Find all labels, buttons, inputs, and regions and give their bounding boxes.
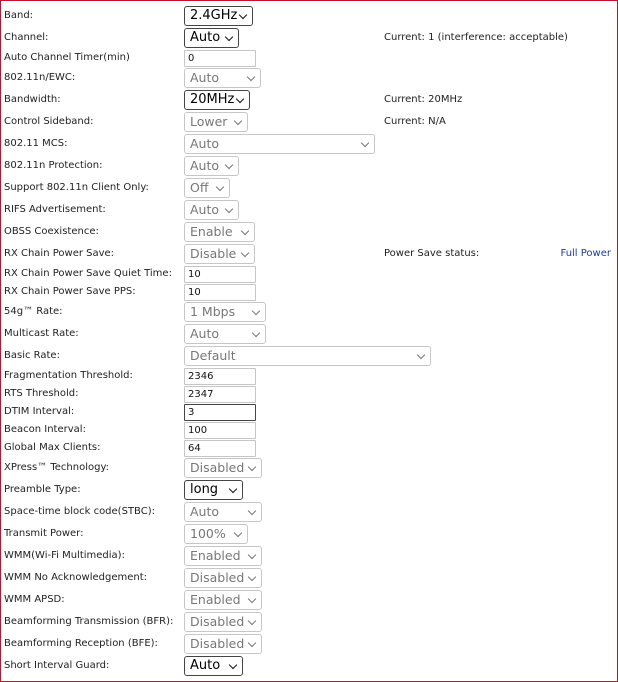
row-multicast-rate <box>1 323 617 345</box>
stbc-select-value: Auto <box>190 504 220 519</box>
channel-select[interactable] <box>184 28 239 48</box>
chevron-down-icon <box>225 161 233 169</box>
row-rx-chain-power-save <box>1 243 617 265</box>
basic-rate-select[interactable] <box>184 346 431 366</box>
n-client-only-select[interactable] <box>184 178 230 198</box>
wmm-no-ack-label: WMM No Acknowledgement: <box>4 572 147 583</box>
chevron-down-icon <box>248 507 256 515</box>
dtim-interval-label: DTIM Interval: <box>4 406 75 417</box>
preamble-label: Preamble Type: <box>4 484 81 495</box>
multicast-rate-label: Multicast Rate: <box>4 328 79 339</box>
channel-select-value: Auto <box>190 30 221 45</box>
obss-select-value: Enable <box>190 224 233 239</box>
mcs-select[interactable] <box>184 134 375 154</box>
row-bandwidth <box>1 89 617 111</box>
chevron-down-icon <box>229 485 237 493</box>
control-sideband-select[interactable] <box>184 112 248 132</box>
chevron-down-icon <box>225 33 233 41</box>
auto-channel-timer-label: Auto Channel Timer(min) <box>4 52 130 63</box>
chevron-down-icon <box>248 551 256 559</box>
chevron-down-icon <box>234 529 242 537</box>
ewc-label: 802.11n/EWC: <box>4 72 76 83</box>
wmm-label: WMM(Wi-Fi Multimedia): <box>4 550 125 561</box>
row-channel <box>1 27 617 49</box>
wmm-select-value: Enabled <box>190 548 241 563</box>
xpress-select[interactable] <box>184 458 262 478</box>
bfe-label: Beamforming Reception (BFE): <box>4 638 158 649</box>
beacon-interval-input[interactable]: 100 <box>184 422 256 439</box>
rx-chain-power-save-label: RX Chain Power Save: <box>4 248 115 259</box>
chevron-down-icon <box>248 573 256 581</box>
rx-pps-label: RX Chain Power Save PPS: <box>4 286 136 297</box>
transmit-power-select[interactable] <box>184 524 248 544</box>
power-save-status-label: Power Save status: <box>384 248 480 259</box>
chevron-down-icon <box>239 11 247 19</box>
bandwidth-current-status: Current: 20MHz <box>384 94 463 105</box>
control-sideband-label: Control Sideband: <box>4 116 94 127</box>
row-band <box>1 5 617 27</box>
chevron-down-icon <box>236 95 244 103</box>
row-obss <box>1 221 617 243</box>
chevron-down-icon <box>417 351 425 359</box>
rate-54g-label: 54g™ Rate: <box>4 306 63 317</box>
rifs-select[interactable] <box>184 200 239 220</box>
band-select[interactable] <box>184 6 253 26</box>
chevron-down-icon <box>225 205 233 213</box>
channel-label: Channel: <box>4 32 49 43</box>
short-guard-select-value: Auto <box>190 658 221 673</box>
chevron-down-icon <box>248 617 256 625</box>
control-sideband-select-value: Lower <box>190 114 228 129</box>
band-label: Band: <box>4 10 34 21</box>
row-n-protection <box>1 155 617 177</box>
preamble-select[interactable] <box>184 480 243 500</box>
row-short-guard <box>1 655 617 677</box>
row-basic-rate <box>1 345 617 367</box>
auto-channel-timer-input[interactable]: 0 <box>184 50 256 67</box>
rx-pps-input[interactable]: 10 <box>184 284 256 301</box>
rts-threshold-label: RTS Threshold: <box>4 388 79 399</box>
chevron-down-icon <box>234 117 242 125</box>
bandwidth-select-value: 20MHz <box>190 92 235 107</box>
chevron-down-icon <box>248 463 256 471</box>
rifs-select-value: Auto <box>190 202 220 217</box>
chevron-down-icon <box>361 139 369 147</box>
frag-threshold-input[interactable]: 2346 <box>184 368 256 385</box>
ewc-select[interactable] <box>184 68 261 88</box>
short-guard-select[interactable] <box>184 656 243 676</box>
obss-label: OBSS Coexistence: <box>4 226 99 237</box>
chevron-down-icon <box>247 73 255 81</box>
bandwidth-select[interactable] <box>184 90 250 110</box>
transmit-power-label: Transmit Power: <box>4 528 84 539</box>
multicast-rate-select-value: Auto <box>190 326 220 341</box>
n-protection-label: 802.11n Protection: <box>4 160 103 171</box>
band-select-value: 2.4GHz <box>190 8 238 23</box>
rate-54g-select[interactable] <box>184 302 266 322</box>
chevron-down-icon <box>241 227 249 235</box>
row-stbc <box>1 501 617 523</box>
row-n-client-only <box>1 177 617 199</box>
chevron-down-icon <box>252 329 260 337</box>
wmm-apsd-select-value: Enabled <box>190 592 241 607</box>
bfr-select[interactable] <box>184 612 262 632</box>
n-client-only-select-value: Off <box>190 180 209 195</box>
row-wmm <box>1 545 617 567</box>
mcs-label: 802.11 MCS: <box>4 138 68 149</box>
control-sideband-current-status: Current: N/A <box>384 116 446 127</box>
chevron-down-icon <box>248 639 256 647</box>
ewc-select-value: Auto <box>190 70 220 85</box>
transmit-power-select-value: 100% <box>190 526 226 541</box>
row-mcs <box>1 133 617 155</box>
row-rx-pps <box>1 281 617 303</box>
row-transmit-power <box>1 523 617 545</box>
wmm-apsd-label: WMM APSD: <box>4 594 65 605</box>
row-wmm-apsd <box>1 589 617 611</box>
stbc-select[interactable] <box>184 502 262 522</box>
bfr-select-value: Disabled <box>190 614 245 629</box>
bfr-label: Beamforming Transmission (BFR): <box>4 616 174 627</box>
row-control-sideband <box>1 111 617 133</box>
basic-rate-label: Basic Rate: <box>4 350 60 361</box>
bfe-select-value: Disabled <box>190 636 245 651</box>
chevron-down-icon <box>229 661 237 669</box>
beacon-interval-label: Beacon Interval: <box>4 424 86 435</box>
rx-quiet-time-label: RX Chain Power Save Quiet Time: <box>4 268 172 279</box>
n-client-only-label: Support 802.11n Client Only: <box>4 182 149 193</box>
xpress-select-value: Disabled <box>190 460 245 475</box>
row-global-max-clients <box>1 437 617 459</box>
row-xpress <box>1 457 617 479</box>
rts-threshold-input[interactable]: 2347 <box>184 386 256 403</box>
chevron-down-icon <box>252 307 260 315</box>
chevron-down-icon <box>248 595 256 603</box>
rx-chain-power-save-select-value: Disable <box>190 246 237 261</box>
row-bfe <box>1 633 617 655</box>
stbc-label: Space-time block code(STBC): <box>4 506 155 517</box>
row-ewc <box>1 67 617 89</box>
row-preamble <box>1 479 617 501</box>
chevron-down-icon <box>241 249 249 257</box>
short-guard-label: Short Interval Guard: <box>4 660 110 671</box>
bfe-select[interactable] <box>184 634 262 654</box>
obss-select[interactable] <box>184 222 255 242</box>
channel-current-status: Current: 1 (interference: acceptable) <box>384 32 568 43</box>
global-max-clients-label: Global Max Clients: <box>4 442 101 453</box>
mcs-select-value: Auto <box>190 136 220 151</box>
n-protection-select-value: Auto <box>190 158 220 173</box>
row-rifs <box>1 199 617 221</box>
frag-threshold-label: Fragmentation Threshold: <box>4 370 133 381</box>
row-bfr <box>1 611 617 633</box>
rx-quiet-time-input[interactable]: 10 <box>184 266 256 283</box>
chevron-down-icon <box>216 183 224 191</box>
wmm-no-ack-select[interactable] <box>184 568 262 588</box>
row-54g-rate <box>1 301 617 323</box>
rifs-label: RIFS Advertisement: <box>4 204 106 215</box>
power-save-status-link[interactable]: Full Power <box>560 248 611 259</box>
row-auto-channel-timer <box>1 47 617 69</box>
rate-54g-select-value: 1 Mbps <box>190 304 236 319</box>
row-wmm-no-ack <box>1 567 617 589</box>
wmm-select[interactable] <box>184 546 262 566</box>
n-protection-select[interactable] <box>184 156 239 176</box>
rx-chain-power-save-select[interactable] <box>184 244 255 264</box>
wmm-apsd-select[interactable] <box>184 590 262 610</box>
multicast-rate-select[interactable] <box>184 324 266 344</box>
bandwidth-label: Bandwidth: <box>4 94 61 105</box>
dtim-interval-input[interactable]: 3 <box>184 404 256 421</box>
basic-rate-select-value: Default <box>190 348 236 363</box>
xpress-label: XPress™ Technology: <box>4 462 110 473</box>
preamble-select-value: long <box>190 482 219 497</box>
global-max-clients-input[interactable]: 64 <box>184 440 256 457</box>
wmm-no-ack-select-value: Disabled <box>190 570 245 585</box>
